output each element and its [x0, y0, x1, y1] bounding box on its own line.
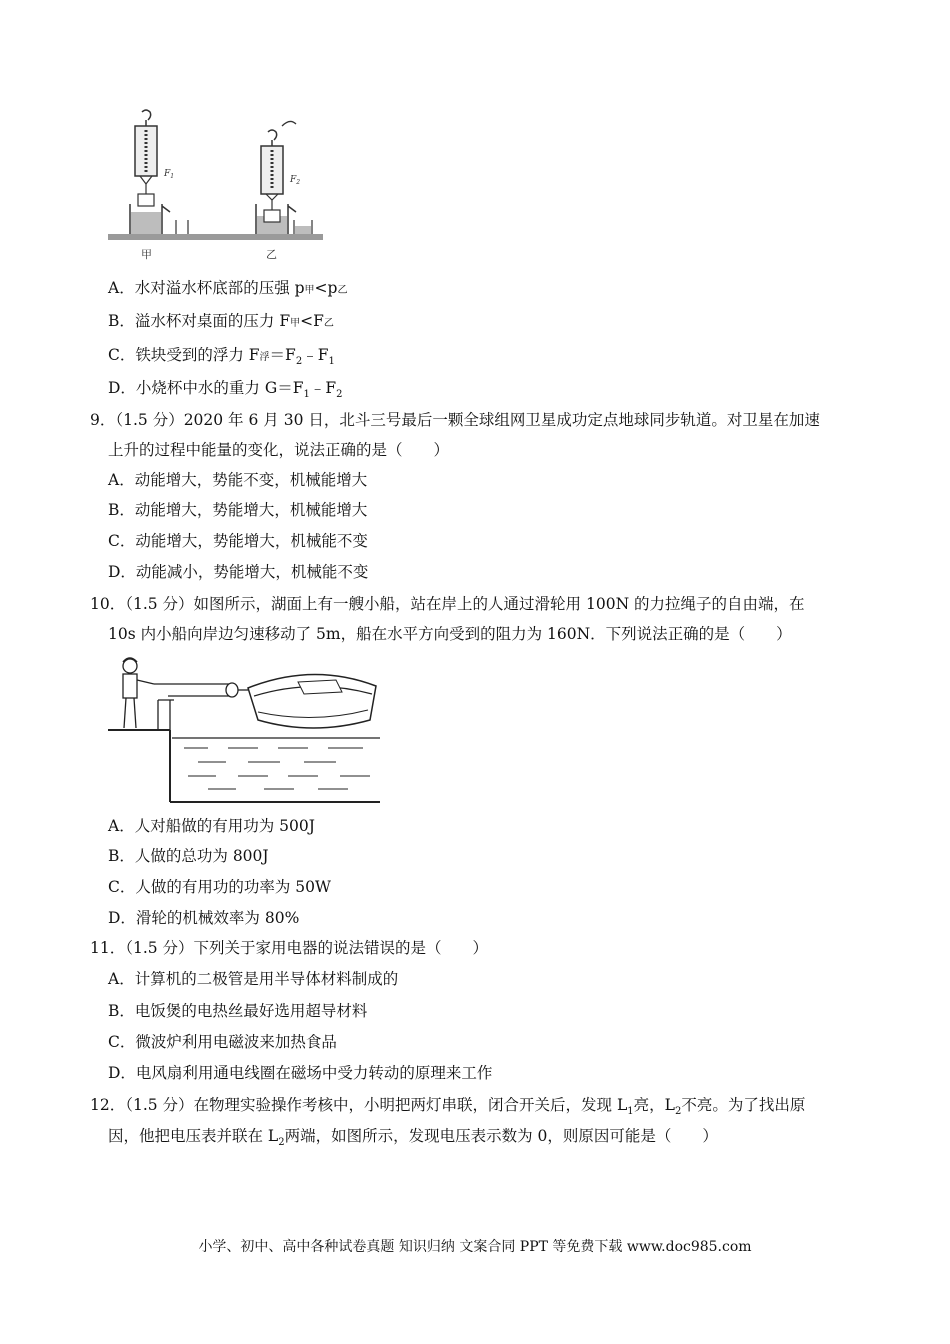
q11-stem: 11．（1.5 分）下列关于家用电器的说法错误的是（ ）: [90, 939, 489, 957]
q9-option-d: D．动能减小，势能增大，机械能不变: [108, 563, 369, 581]
q10-option-a: A．人对船做的有用功为 500J: [108, 817, 315, 835]
q10-stem-line1: 10．（1.5 分）如图所示，湖面上有一艘小船，站在岸上的人通过滑轮用 100N 的力拉绳子的自由端，在: [90, 595, 805, 613]
q9-stem-line2: 上升的过程中能量的变化，说法正确的是（ ）: [108, 441, 450, 459]
q10-option-c: C．人做的有用功的功率为 50W: [108, 878, 331, 896]
q8-option-d: D．小烧杯中水的重力 $G=F_1﹣F_2$: [108, 379, 343, 401]
q8-figure: [108, 108, 348, 268]
label-yi: 乙: [266, 248, 277, 261]
f2-label: $F_2$: [290, 175, 301, 186]
f1-label: $F_1$: [164, 169, 175, 180]
q10-figure: [108, 652, 383, 804]
q8-option-b: B．溢水杯对桌面的压力 F甲<F乙: [108, 312, 334, 330]
q11-option-b: B．电饭煲的电热丝最好选用超导材料: [108, 1002, 368, 1020]
q12-stem-line1: 12．（1.5 分）在物理实验操作考核中，小明把两灯串联，闭合开关后，发现 $L_1$亮，$L_2$不亮。为了找出原: [90, 1096, 806, 1118]
q11-option-d: D．电风扇利用通电线圈在磁场中受力转动的原理来工作: [108, 1064, 493, 1082]
q11-option-c: C．微波炉利用电磁波来加热食品: [108, 1033, 337, 1051]
q11-option-a: A．计算机的二极管是用半导体材料制成的: [108, 970, 399, 988]
q10-option-b: B．人做的总功为 800J: [108, 847, 269, 865]
q9-option-b: B．动能增大，势能增大，机械能增大: [108, 501, 368, 519]
q9-stem-line1: 9．（1.5 分）2020 年 6 月 30 日，北斗三号最后一颗全球组网卫星成功定点地球同步轨道。对卫星在加速: [90, 411, 820, 429]
label-jia: 甲: [141, 248, 152, 261]
q9-option-c: C．动能增大，势能增大，机械能不变: [108, 532, 368, 550]
q10-option-d: D．滑轮的机械效率为 80%: [108, 909, 300, 927]
page-footer: 小学、初中、高中各种试卷真题 知识归纳 文案合同 PPT 等免费下载 www.doc985.com: [198, 1239, 752, 1255]
q8-option-a: A．水对溢水杯底部的压强 p甲<p乙: [108, 279, 348, 297]
q9-option-a: A．动能增大，势能不变，机械能增大: [108, 471, 368, 489]
q12-stem-line2: 因，他把电压表并联在 $L_2$两端，如图所示，发现电压表示数为 0，则原因可能是（ ）: [108, 1127, 718, 1149]
q8-option-c: C．铁块受到的浮力 F浮$=F_2﹣F_1$: [108, 346, 335, 368]
q10-stem-line2: 10s 内小船向岸边匀速移动了 5m，船在水平方向受到的阻力为 160N．下列说法正确的是（ ）: [108, 625, 792, 643]
